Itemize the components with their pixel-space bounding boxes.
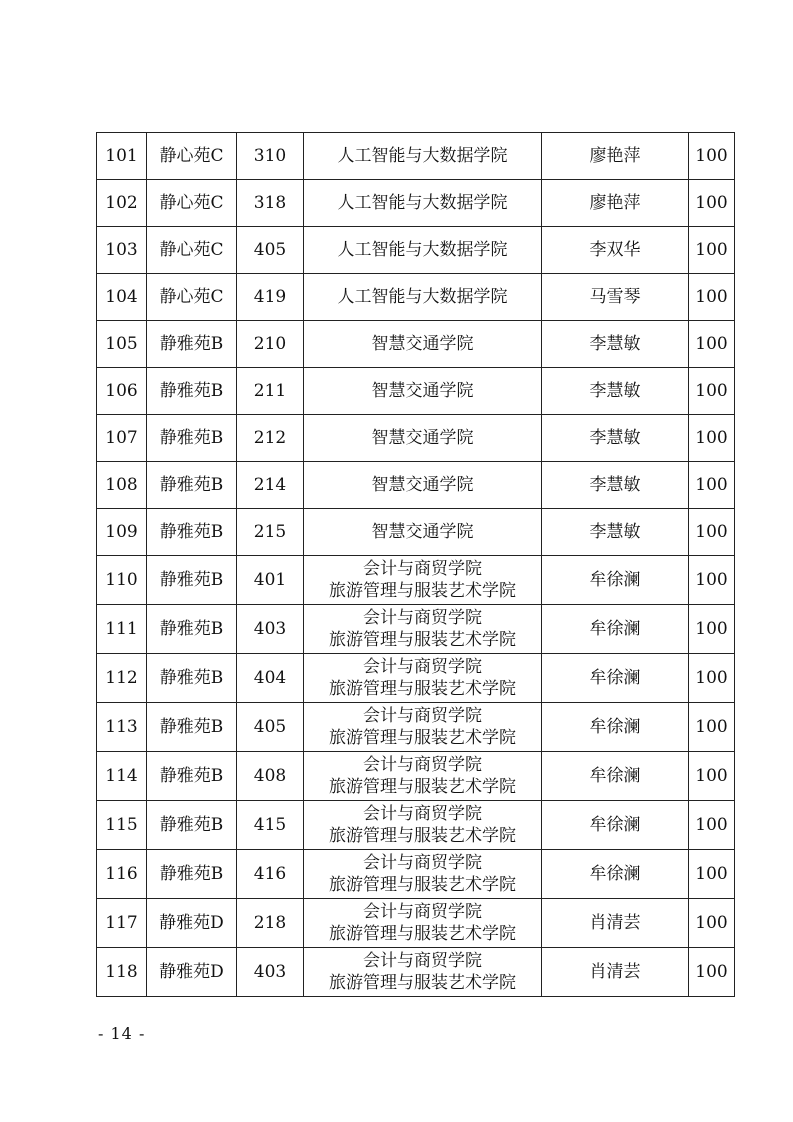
table-row [97, 801, 735, 850]
table-body [97, 133, 735, 997]
score-cell: 100 [689, 462, 735, 509]
row-number-cell: 101 [97, 133, 147, 180]
row-number-cell: 118 [97, 948, 147, 997]
row-number-cell: 112 [97, 654, 147, 703]
college-cell [304, 133, 542, 180]
college-name: 智慧交通学院 [371, 522, 474, 542]
row-number-cell: 105 [97, 321, 147, 368]
table-row [97, 850, 735, 899]
table-row [97, 227, 735, 274]
college-name: 会计与商贸学院 [363, 902, 482, 922]
college-name: 旅游管理与服装艺术学院 [329, 875, 516, 895]
table-row [97, 556, 735, 605]
score-cell: 100 [689, 752, 735, 801]
row-number-cell: 113 [97, 703, 147, 752]
building-cell: 静雅苑B [147, 605, 237, 654]
table-row [97, 321, 735, 368]
building-cell: 静雅苑B [147, 368, 237, 415]
row-number-cell: 114 [97, 752, 147, 801]
college-cell [304, 180, 542, 227]
manager-cell: 廖艳萍 [542, 133, 689, 180]
manager-cell: 李慧敏 [542, 415, 689, 462]
manager-cell: 肖清芸 [542, 948, 689, 997]
college-name: 人工智能与大数据学院 [337, 287, 508, 307]
manager-cell: 牟徐澜 [542, 801, 689, 850]
college-name: 智慧交通学院 [371, 334, 474, 354]
college-name: 人工智能与大数据学院 [337, 193, 508, 213]
manager-cell: 李双华 [542, 227, 689, 274]
row-number-cell: 107 [97, 415, 147, 462]
room-cell: 318 [237, 180, 304, 227]
building-cell: 静雅苑D [147, 948, 237, 997]
score-cell: 100 [689, 605, 735, 654]
room-cell: 218 [237, 899, 304, 948]
row-number-cell: 117 [97, 899, 147, 948]
table-row [97, 274, 735, 321]
manager-cell: 牟徐澜 [542, 703, 689, 752]
score-cell: 100 [689, 556, 735, 605]
manager-cell: 牟徐澜 [542, 605, 689, 654]
building-cell: 静心苑C [147, 133, 237, 180]
table-row [97, 752, 735, 801]
row-number-cell: 108 [97, 462, 147, 509]
college-cell [304, 948, 542, 997]
dormitory-score-table [96, 132, 735, 997]
score-cell: 100 [689, 509, 735, 556]
building-cell: 静雅苑B [147, 321, 237, 368]
college-cell [304, 801, 542, 850]
college-name: 会计与商贸学院 [363, 755, 482, 775]
manager-cell: 李慧敏 [542, 321, 689, 368]
row-number-cell: 103 [97, 227, 147, 274]
row-number-cell: 115 [97, 801, 147, 850]
room-cell: 404 [237, 654, 304, 703]
row-number-cell: 106 [97, 368, 147, 415]
score-cell: 100 [689, 654, 735, 703]
room-cell: 210 [237, 321, 304, 368]
score-cell: 100 [689, 850, 735, 899]
table-row [97, 133, 735, 180]
building-cell: 静雅苑B [147, 801, 237, 850]
table-row [97, 368, 735, 415]
building-cell: 静雅苑B [147, 556, 237, 605]
college-name: 会计与商贸学院 [363, 804, 482, 824]
score-cell: 100 [689, 227, 735, 274]
table-row [97, 899, 735, 948]
row-number-cell: 109 [97, 509, 147, 556]
row-number-cell: 111 [97, 605, 147, 654]
room-cell: 403 [237, 605, 304, 654]
room-cell: 214 [237, 462, 304, 509]
college-cell [304, 462, 542, 509]
building-cell: 静雅苑B [147, 850, 237, 899]
college-name: 旅游管理与服装艺术学院 [329, 581, 516, 601]
room-cell: 405 [237, 227, 304, 274]
room-cell: 215 [237, 509, 304, 556]
college-name: 智慧交通学院 [371, 428, 474, 448]
college-name: 会计与商贸学院 [363, 853, 482, 873]
room-cell: 310 [237, 133, 304, 180]
building-cell: 静心苑C [147, 180, 237, 227]
manager-cell: 廖艳萍 [542, 180, 689, 227]
score-cell: 100 [689, 321, 735, 368]
building-cell: 静雅苑B [147, 509, 237, 556]
college-cell [304, 654, 542, 703]
college-name: 旅游管理与服装艺术学院 [329, 826, 516, 846]
room-cell: 405 [237, 703, 304, 752]
college-name: 会计与商贸学院 [363, 706, 482, 726]
row-number-cell: 104 [97, 274, 147, 321]
college-cell [304, 899, 542, 948]
college-cell [304, 556, 542, 605]
room-cell: 401 [237, 556, 304, 605]
room-cell: 212 [237, 415, 304, 462]
manager-cell: 马雪琴 [542, 274, 689, 321]
table-row [97, 462, 735, 509]
room-cell: 211 [237, 368, 304, 415]
college-name: 旅游管理与服装艺术学院 [329, 924, 516, 944]
college-name: 旅游管理与服装艺术学院 [329, 679, 516, 699]
score-cell: 100 [689, 899, 735, 948]
table-row [97, 948, 735, 997]
manager-cell: 李慧敏 [542, 509, 689, 556]
table-row [97, 415, 735, 462]
manager-cell: 牟徐澜 [542, 654, 689, 703]
score-cell: 100 [689, 133, 735, 180]
table-row [97, 605, 735, 654]
college-name: 会计与商贸学院 [363, 559, 482, 579]
college-cell [304, 752, 542, 801]
score-cell: 100 [689, 801, 735, 850]
manager-cell: 李慧敏 [542, 462, 689, 509]
college-cell [304, 274, 542, 321]
building-cell: 静雅苑B [147, 654, 237, 703]
score-cell: 100 [689, 415, 735, 462]
score-cell: 100 [689, 274, 735, 321]
college-cell [304, 703, 542, 752]
manager-cell: 肖清芸 [542, 899, 689, 948]
building-cell: 静雅苑D [147, 899, 237, 948]
score-cell: 100 [689, 948, 735, 997]
college-name: 人工智能与大数据学院 [337, 146, 508, 166]
room-cell: 415 [237, 801, 304, 850]
room-cell: 419 [237, 274, 304, 321]
table-row [97, 654, 735, 703]
manager-cell: 牟徐澜 [542, 556, 689, 605]
table-row [97, 180, 735, 227]
college-name: 旅游管理与服装艺术学院 [329, 728, 516, 748]
college-name: 旅游管理与服装艺术学院 [329, 630, 516, 650]
college-name: 会计与商贸学院 [363, 951, 482, 971]
college-cell [304, 509, 542, 556]
table-row [97, 703, 735, 752]
row-number-cell: 116 [97, 850, 147, 899]
college-cell [304, 415, 542, 462]
row-number-cell: 110 [97, 556, 147, 605]
building-cell: 静雅苑B [147, 752, 237, 801]
building-cell: 静雅苑B [147, 703, 237, 752]
college-name: 智慧交通学院 [371, 381, 474, 401]
college-name: 会计与商贸学院 [363, 608, 482, 628]
college-cell [304, 321, 542, 368]
score-cell: 100 [689, 368, 735, 415]
college-name: 旅游管理与服装艺术学院 [329, 973, 516, 993]
college-cell [304, 605, 542, 654]
room-cell: 408 [237, 752, 304, 801]
score-cell: 100 [689, 180, 735, 227]
manager-cell: 李慧敏 [542, 368, 689, 415]
score-cell: 100 [689, 703, 735, 752]
room-cell: 416 [237, 850, 304, 899]
table-row [97, 509, 735, 556]
manager-cell: 牟徐澜 [542, 850, 689, 899]
college-cell [304, 227, 542, 274]
college-name: 智慧交通学院 [371, 475, 474, 495]
college-name: 旅游管理与服装艺术学院 [329, 777, 516, 797]
building-cell: 静雅苑B [147, 415, 237, 462]
college-name: 人工智能与大数据学院 [337, 240, 508, 260]
manager-cell: 牟徐澜 [542, 752, 689, 801]
row-number-cell: 102 [97, 180, 147, 227]
building-cell: 静雅苑B [147, 462, 237, 509]
college-cell [304, 850, 542, 899]
room-cell: 403 [237, 948, 304, 997]
college-cell [304, 368, 542, 415]
building-cell: 静心苑C [147, 227, 237, 274]
page-number: - 14 - [98, 1024, 146, 1043]
college-name: 会计与商贸学院 [363, 657, 482, 677]
building-cell: 静心苑C [147, 274, 237, 321]
